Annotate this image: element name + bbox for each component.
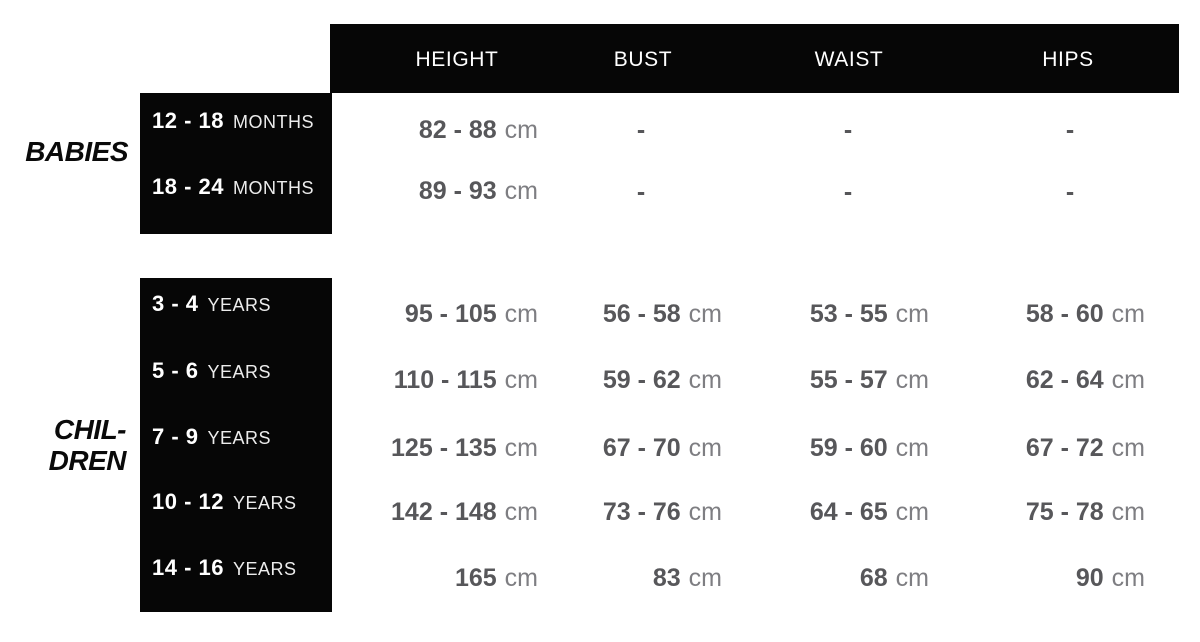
value-number: 82 - 88 xyxy=(418,116,497,144)
value-unit: cm xyxy=(504,177,538,205)
age-range: 14 - 16 xyxy=(152,555,224,580)
value-unit: cm xyxy=(1111,434,1145,462)
group-label-children-line2: DREN xyxy=(48,445,126,476)
value-unit: cm xyxy=(895,564,929,592)
cell-children-1-bust xyxy=(514,364,722,396)
age-label-10-12-years xyxy=(152,486,297,518)
cell-babies-0-hips: - xyxy=(1065,116,1075,144)
value-unit: cm xyxy=(895,366,929,394)
cell-children-1-waist xyxy=(721,364,929,396)
value-number: 62 - 64 xyxy=(1025,366,1104,394)
value-unit: cm xyxy=(895,434,929,462)
cell-children-2-waist xyxy=(721,432,929,464)
column-header-height: HEIGHT xyxy=(415,48,499,71)
column-header-hips: HIPS xyxy=(1042,48,1094,71)
value-number: 75 - 78 xyxy=(1025,498,1104,526)
cell-children-3-waist xyxy=(721,496,929,528)
value-number: 89 - 93 xyxy=(418,177,497,205)
cell-children-3-hips xyxy=(937,496,1145,528)
value-number: 64 - 65 xyxy=(809,498,888,526)
cell-children-2-hips xyxy=(937,432,1145,464)
value-unit: cm xyxy=(688,564,722,592)
value-unit: cm xyxy=(688,434,722,462)
cell-children-1-height xyxy=(330,364,538,396)
value-number: 67 - 70 xyxy=(602,434,681,462)
column-header-waist: WAIST xyxy=(814,48,884,71)
value-number: 95 - 105 xyxy=(404,300,497,328)
group-label-children-line1: CHIL- xyxy=(53,414,126,445)
value-unit: cm xyxy=(504,366,538,394)
age-label-18-24-months xyxy=(152,171,314,203)
age-label-3-4-years xyxy=(152,288,271,320)
cell-children-2-bust xyxy=(514,432,722,464)
value-unit: cm xyxy=(504,300,538,328)
value-unit: cm xyxy=(688,366,722,394)
value-number: 59 - 60 xyxy=(809,434,888,462)
age-unit: MONTHS xyxy=(233,112,314,132)
value-number: 165 xyxy=(454,564,497,592)
age-range: 18 - 24 xyxy=(152,174,224,199)
value-number: 55 - 57 xyxy=(809,366,888,394)
value-number: 59 - 62 xyxy=(602,366,681,394)
cell-babies-1-hips: - xyxy=(1065,178,1075,206)
age-range: 7 - 9 xyxy=(152,424,199,449)
cell-children-4-hips xyxy=(937,562,1145,594)
value-unit: cm xyxy=(1111,498,1145,526)
column-header-bust: BUST xyxy=(613,48,673,71)
cell-children-0-waist xyxy=(721,298,929,330)
cell-babies-1-bust: - xyxy=(636,178,646,206)
cell-children-0-hips xyxy=(937,298,1145,330)
value-number: 67 - 72 xyxy=(1025,434,1104,462)
cell-children-4-height xyxy=(330,562,538,594)
age-label-12-18-months xyxy=(152,105,314,137)
cell-children-4-waist xyxy=(721,562,929,594)
value-unit: cm xyxy=(895,498,929,526)
age-range: 12 - 18 xyxy=(152,108,224,133)
age-label-7-9-years xyxy=(152,421,271,453)
age-unit: YEARS xyxy=(207,295,272,315)
cell-children-4-bust xyxy=(514,562,722,594)
value-number: 90 xyxy=(1075,564,1104,592)
value-unit: cm xyxy=(504,116,538,144)
cell-children-0-bust xyxy=(514,298,722,330)
value-unit: cm xyxy=(1111,300,1145,328)
value-number: 68 xyxy=(859,564,888,592)
age-unit: MONTHS xyxy=(233,178,314,198)
group-label-babies: BABIES xyxy=(25,136,128,167)
value-unit: cm xyxy=(688,300,722,328)
cell-children-3-height xyxy=(330,496,538,528)
value-unit: cm xyxy=(504,434,538,462)
value-unit: cm xyxy=(504,564,538,592)
age-range: 3 - 4 xyxy=(152,291,199,316)
cell-children-2-height xyxy=(330,432,538,464)
cell-children-0-height xyxy=(330,298,538,330)
value-number: 73 - 76 xyxy=(602,498,681,526)
value-number: 58 - 60 xyxy=(1025,300,1104,328)
value-number: 142 - 148 xyxy=(391,498,497,526)
value-unit: cm xyxy=(1111,564,1145,592)
value-unit: cm xyxy=(688,498,722,526)
age-range: 5 - 6 xyxy=(152,358,199,383)
age-unit: YEARS xyxy=(233,559,297,579)
value-unit: cm xyxy=(1111,366,1145,394)
value-unit: cm xyxy=(895,300,929,328)
cell-babies-1-waist: - xyxy=(843,178,853,206)
cell-children-1-hips xyxy=(937,364,1145,396)
value-number: 56 - 58 xyxy=(602,300,681,328)
group-label-children xyxy=(0,414,126,476)
value-number: 110 - 115 xyxy=(393,366,497,394)
cell-babies-0-waist: - xyxy=(843,116,853,144)
value-number: 125 - 135 xyxy=(391,434,497,462)
age-unit: YEARS xyxy=(233,493,297,513)
value-number: 83 xyxy=(652,564,681,592)
age-label-14-16-years xyxy=(152,552,297,584)
cell-babies-1-height xyxy=(330,175,538,207)
value-unit: cm xyxy=(504,498,538,526)
cell-babies-0-height xyxy=(330,114,538,146)
age-unit: YEARS xyxy=(207,362,272,382)
cell-babies-0-bust: - xyxy=(636,116,646,144)
age-unit: YEARS xyxy=(207,428,272,448)
age-label-5-6-years xyxy=(152,355,271,387)
cell-children-3-bust xyxy=(514,496,722,528)
age-range: 10 - 12 xyxy=(152,489,224,514)
value-number: 53 - 55 xyxy=(809,300,888,328)
